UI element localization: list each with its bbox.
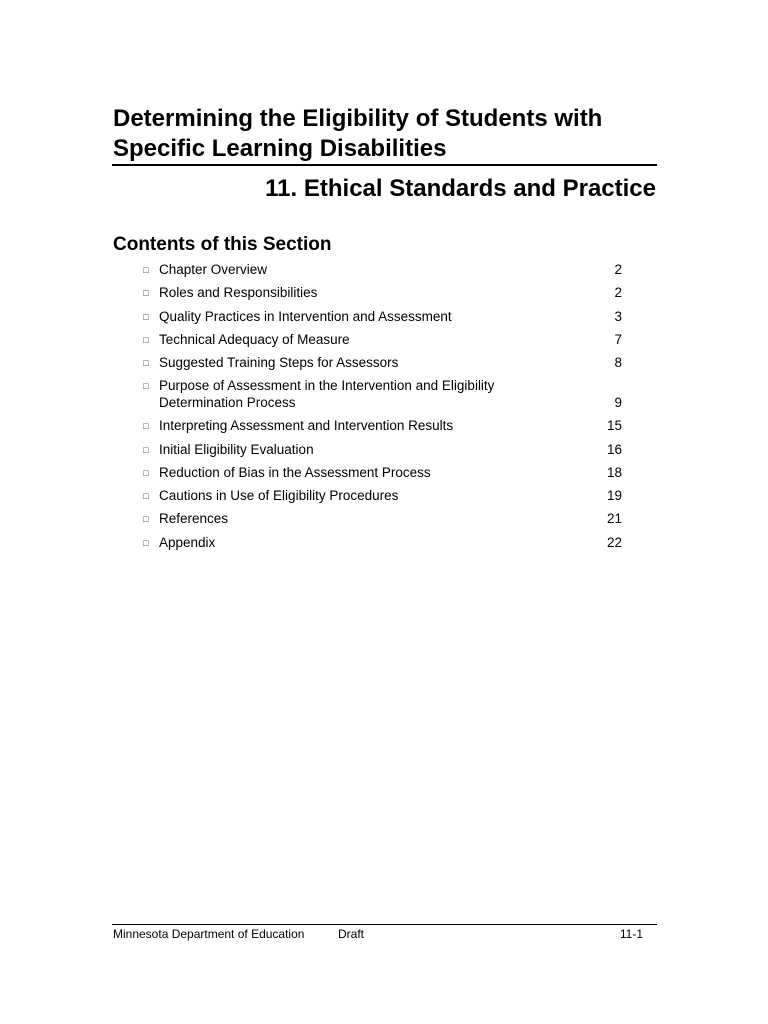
toc-item-label: Interpreting Assessment and Intervention Results [159, 418, 454, 434]
toc-item-label: Cautions in Use of Eligibility Procedures [159, 488, 399, 504]
square-bullet-icon: □ [143, 334, 149, 345]
toc-item-page: 19 [606, 488, 622, 504]
square-bullet-icon: □ [143, 381, 149, 392]
document-title-line-1: Determining the Eligibility of Students with [113, 105, 603, 132]
square-bullet-icon: □ [143, 421, 149, 432]
toc-item[interactable] [140, 332, 622, 349]
toc-item-label: Roles and Responsibilities [159, 285, 318, 301]
toc-item-label: Chapter Overview [159, 262, 268, 277]
toc-item-page: 15 [606, 418, 622, 434]
square-bullet-icon: □ [143, 288, 149, 299]
square-bullet-icon: □ [143, 467, 149, 478]
square-bullet-icon: □ [143, 444, 149, 455]
toc-item[interactable] [140, 511, 622, 528]
toc-item-page: 21 [606, 511, 622, 527]
toc-item-label: Appendix [159, 534, 216, 550]
toc-item-page: 2 [614, 262, 622, 277]
table-of-contents [140, 262, 622, 558]
toc-item[interactable] [140, 378, 622, 411]
toc-item[interactable] [140, 442, 622, 459]
contents-heading: Contents of this Section [113, 234, 332, 255]
footer-organization: Minnesota Department of Education [113, 927, 305, 941]
toc-item-page: 22 [606, 534, 622, 550]
square-bullet-icon: □ [143, 491, 149, 502]
toc-item-label: Purpose of Assessment in the Intervention and Eligibility Determination Process [159, 378, 495, 410]
toc-item[interactable] [140, 465, 622, 482]
toc-item[interactable] [140, 355, 622, 372]
square-bullet-icon: □ [143, 358, 149, 369]
toc-item-label: Initial Eligibility Evaluation [159, 441, 314, 457]
square-bullet-icon: □ [143, 514, 149, 525]
title-divider [112, 164, 657, 166]
footer-divider [112, 924, 657, 925]
footer-page-number: 11-1 [619, 927, 643, 941]
square-bullet-icon: □ [143, 265, 149, 275]
toc-item-page: 8 [614, 355, 622, 371]
toc-item-page: 16 [606, 441, 622, 457]
toc-item[interactable] [140, 535, 622, 552]
toc-item[interactable] [140, 262, 622, 279]
document-title-line-2: Specific Learning Disabilities [113, 135, 447, 162]
footer-draft-status: Draft [338, 927, 365, 941]
section-title: 11. Ethical Standards and Practice [265, 175, 656, 202]
square-bullet-icon: □ [143, 311, 149, 322]
toc-item-page: 3 [614, 308, 622, 324]
toc-item-page: 7 [614, 331, 622, 347]
toc-item[interactable] [140, 309, 622, 326]
toc-item-label: Quality Practices in Intervention and Assessment [159, 308, 452, 324]
toc-item-label: Suggested Training Steps for Assessors [159, 355, 399, 371]
toc-item[interactable] [140, 285, 622, 302]
toc-item-page: 9 [614, 394, 622, 410]
toc-item-page: 18 [606, 464, 622, 480]
toc-item-label: References [159, 511, 229, 527]
toc-item-label: Technical Adequacy of Measure [159, 331, 350, 347]
document-title [113, 104, 658, 164]
toc-item-label: Reduction of Bias in the Assessment Process [159, 464, 431, 480]
toc-item-page: 2 [614, 285, 622, 301]
toc-item[interactable] [140, 418, 622, 435]
toc-item[interactable] [140, 488, 622, 505]
square-bullet-icon: □ [143, 537, 149, 548]
